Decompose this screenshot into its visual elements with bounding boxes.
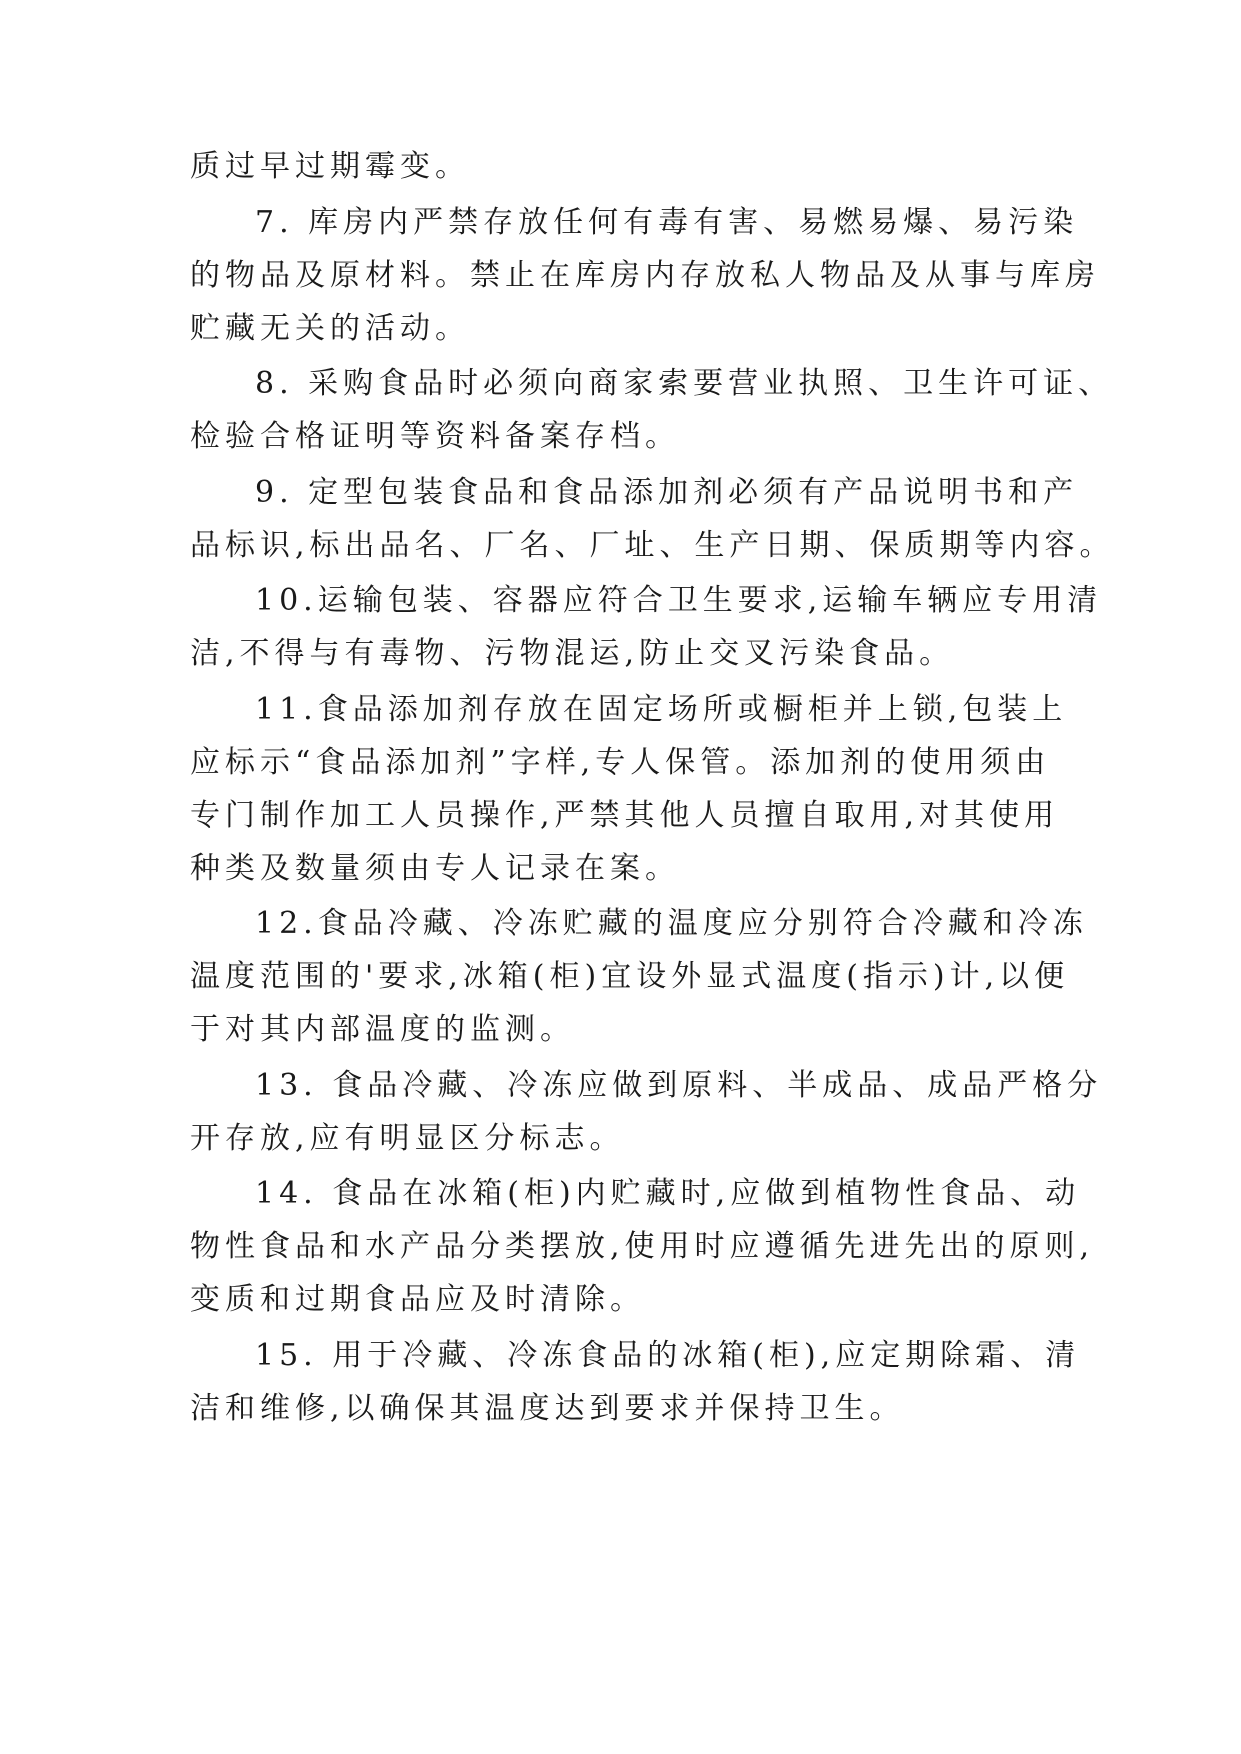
item-9-line: 9. 定型包装食品和食品添加剂必须有产品说明书和产 — [255, 475, 1079, 510]
text-line: 开存放,应有明显区分标志。 — [190, 1121, 625, 1156]
text-line: 于对其内部温度的监测。 — [190, 1012, 575, 1047]
text-line: 温度范围的'要求,冰箱(柜)宜设外显式温度(指示)计,以便 — [190, 959, 1070, 994]
text-line: 检验合格证明等资料备案存档。 — [190, 419, 680, 454]
text-line: 种类及数量须由专人记录在案。 — [190, 851, 680, 886]
text-line: 品标识,标出品名、厂名、厂址、生产日期、保质期等内容。 — [190, 528, 1115, 563]
item-8-line: 8. 采购食品时必须向商家索要营业执照、卫生许可证、 — [255, 366, 1114, 401]
text-line: 专门制作加工人员操作,严禁其他人员擅自取用,对其使用 — [190, 798, 1060, 833]
item-7-line: 7. 库房内严禁存放任何有毒有害、易燃易爆、易污染 — [255, 205, 1079, 240]
text-line: 质过早过期霉变。 — [190, 149, 470, 184]
item-14-line: 14. 食品在冰箱(柜)内贮藏时,应做到植物性食品、动 — [255, 1176, 1081, 1211]
text-line: 变质和过期食品应及时清除。 — [190, 1282, 645, 1317]
item-11-line: 11.食品添加剂存放在固定场所或橱柜并上锁,包装上 — [255, 692, 1068, 727]
item-10-line: 10.运输包装、容器应符合卫生要求,运输车辆应专用清 — [255, 583, 1103, 618]
item-15-line: 15. 用于冷藏、冷冻食品的冰箱(柜),应定期除霜、清 — [255, 1338, 1081, 1373]
item-13-line: 13. 食品冷藏、冷冻应做到原料、半成品、成品严格分 — [255, 1068, 1103, 1103]
text-line: 洁和维修,以确保其温度达到要求并保持卫生。 — [190, 1391, 905, 1426]
text-line: 应标示“食品添加剂”字样,专人保管。添加剂的使用须由 — [190, 745, 1051, 780]
text-line: 物性食品和水产品分类摆放,使用时应遵循先进先出的原则, — [190, 1229, 1095, 1264]
text-line: 贮藏无关的活动。 — [190, 311, 470, 346]
text-line: 洁,不得与有毒物、污物混运,防止交叉污染食品。 — [190, 636, 955, 671]
text-line: 的物品及原材料。禁止在库房内存放私人物品及从事与库房 — [190, 258, 1100, 293]
item-12-line: 12.食品冷藏、冷冻贮藏的温度应分别符合冷藏和冷冻 — [255, 906, 1088, 941]
